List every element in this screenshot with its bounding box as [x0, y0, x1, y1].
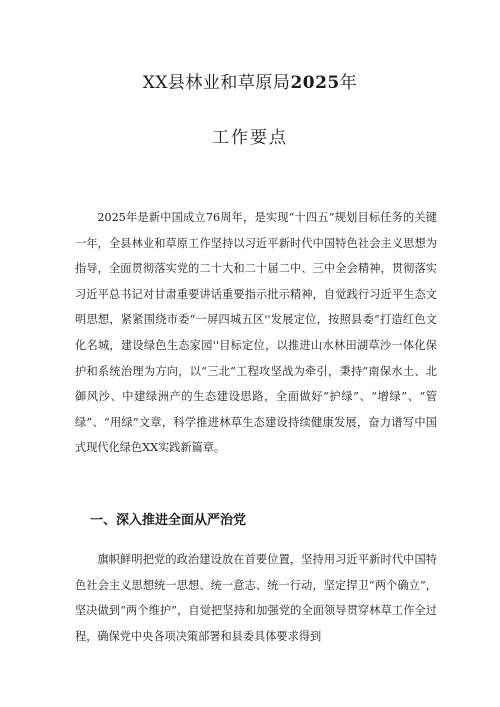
- document-title: [0, 68, 500, 93]
- intro-paragraph: 2025年是新中国成立76周年，是实现“十四五”规划目标任务的关键一年，全县林业和草原工作坚持以习近平新时代中国特色社会主义思想为指导，全面贯彻落实党的二十大和二十届二中、三中全会精神，贯彻落实习近平总书记对甘肃重要讲话重要指示批示精神，自觉践行习近平生态文明思想，紧紧围绕市委“一屏四城五区''发展定位，按照县委“打造红色文化名城，建设绿色生态家园''目标定位，以推进山水林田湖草沙一体化保护和系统治理为方向，以“三北”工程攻坚战为牵引，秉持“南保水土、北御风沙、中建绿洲产的生态建设思路，全面做好“护绿”、“增绿”、“管绿”、“用绿”文章，科学推进林草生态建设持续健康发展，奋力谱写中国式现代化绿色XX实践新篇章。: [75, 211, 437, 455]
- title-suffix: 年: [339, 73, 358, 93]
- title-year: 2025: [290, 73, 340, 93]
- document-subtitle: 工作要点: [212, 128, 288, 148]
- section-1-paragraph: 旗帜鲜明把党的政治建设放在首要位置，坚持用习近平新时代中国特色社会主义思想统一思想、统一意志、统一行动，坚定捍卫“两个确立”，坚决做到“两个维护”，自觉把坚持和加强党的全面领导贯穿林草工作全过程，确保党中央各项决策部署和县委具体要求得到: [75, 553, 437, 643]
- title-prefix: XX县林业和草原局: [142, 73, 291, 93]
- section-heading-1: 一、深入推进全面从严治党: [90, 513, 247, 528]
